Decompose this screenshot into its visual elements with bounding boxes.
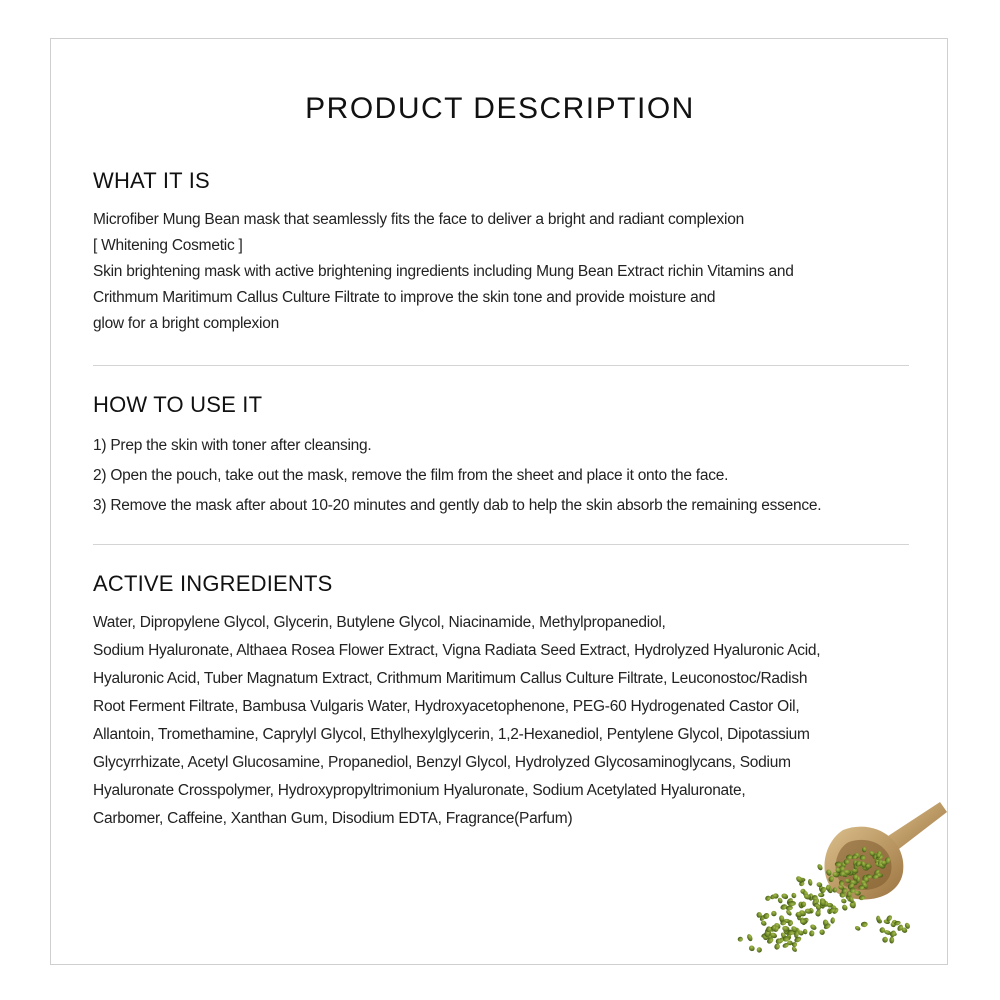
what-it-is-section: [93, 168, 923, 337]
ingredients-line: Glycyrrhizate, Acetyl Glucosamine, Propanediol, Benzyl Glycol, Hydrolyzed Glycosaminoglycans, Sodium: [93, 754, 791, 771]
ingredients-line: Water, Dipropylene Glycol, Glycerin, Butylene Glycol, Niacinamide, Methylpropanediol,: [93, 614, 666, 631]
mung-bean: [746, 933, 753, 942]
how-to-use-section: [93, 392, 923, 521]
mung-bean: [791, 892, 797, 898]
mung-bean: [819, 929, 825, 935]
ingredients-line: Hyaluronic Acid, Tuber Magnatum Extract, Crithmum Maritimum Callus Culture Filtrate, Leuconostoc/Radish: [93, 670, 808, 687]
mung-bean: [841, 904, 848, 912]
mung-bean: [841, 898, 848, 904]
how-to-use-step: 1) Prep the skin with toner after cleansing.: [93, 437, 372, 454]
ingredients-line: Root Ferment Filtrate, Bambusa Vulgaris Water, Hydroxyacetophenone, PEG-60 Hydrogenated Castor Oil,: [93, 698, 800, 715]
mung-bean: [774, 943, 781, 951]
how-to-use-step: 3) Remove the mask after about 10-20 minutes and gently dab to help the skin absorb the remaining essence.: [93, 497, 822, 514]
mung-bean: [808, 879, 813, 886]
mung-bean: [777, 897, 783, 904]
mung-bean-scoop-image: [735, 790, 950, 965]
mung-bean: [737, 936, 743, 942]
ingredients-line: Hyaluronate Crosspolymer, Hydroxypropyltrimonium Hyaluronate, Sodium Acetylated Hyaluronate,: [93, 782, 746, 799]
what-it-is-line: Crithmum Maritimum Callus Culture Filtrate to improve the skin tone and provide moisture and: [93, 289, 716, 306]
how-to-use-step: 2) Open the pouch, take out the mask, remove the film from the sheet and place it onto the face.: [93, 467, 729, 484]
mung-bean: [800, 919, 807, 924]
mung-bean: [809, 923, 817, 931]
section-divider: [93, 544, 909, 545]
mung-bean: [818, 893, 824, 897]
mung-bean: [764, 895, 771, 902]
what-it-is-line: [ Whitening Cosmetic ]: [93, 237, 243, 254]
mung-bean: [816, 863, 823, 871]
ingredients-line: Allantoin, Tromethamine, Caprylyl Glycol, Ethylhexylglycerin, 1,2-Hexanediol, Pentylene Glycol, Dipotassium: [93, 726, 810, 743]
ingredients-line: Carbomer, Caffeine, Xanthan Gum, Disodium EDTA, Fragrance(Parfum): [93, 810, 573, 827]
active-ingredients-heading: ACTIVE INGREDIENTS: [93, 571, 333, 596]
mung-bean: [854, 925, 861, 931]
mung-beans: [737, 846, 911, 953]
mung-bean: [861, 921, 868, 927]
ingredients-line: Sodium Hyaluronate, Althaea Rosea Flower Extract, Vigna Radiata Seed Extract, Hydrolyzed Hyaluronic Acid,: [93, 642, 821, 659]
what-it-is-line: glow for a bright complexion: [93, 315, 279, 332]
how-to-use-steps: [93, 431, 923, 521]
what-it-is-line: Microfiber Mung Bean mask that seamlessly fits the face to deliver a bright and radiant complexion: [93, 211, 744, 228]
mung-bean: [882, 937, 888, 943]
section-divider: [93, 365, 909, 366]
page-title: PRODUCT DESCRIPTION: [305, 92, 695, 125]
mung-bean: [830, 917, 835, 924]
what-it-is-body: [93, 207, 923, 337]
what-it-is-heading: WHAT IT IS: [93, 168, 210, 193]
mung-bean: [809, 930, 815, 937]
how-to-use-heading: HOW TO USE IT: [93, 392, 263, 417]
mung-bean: [748, 944, 756, 952]
mung-bean: [770, 910, 778, 918]
mung-bean: [756, 947, 762, 953]
what-it-is-line: Skin brightening mask with active brightening ingredients including Mung Bean Extract richin Vitamins and: [93, 263, 794, 280]
mung-bean: [889, 937, 894, 944]
